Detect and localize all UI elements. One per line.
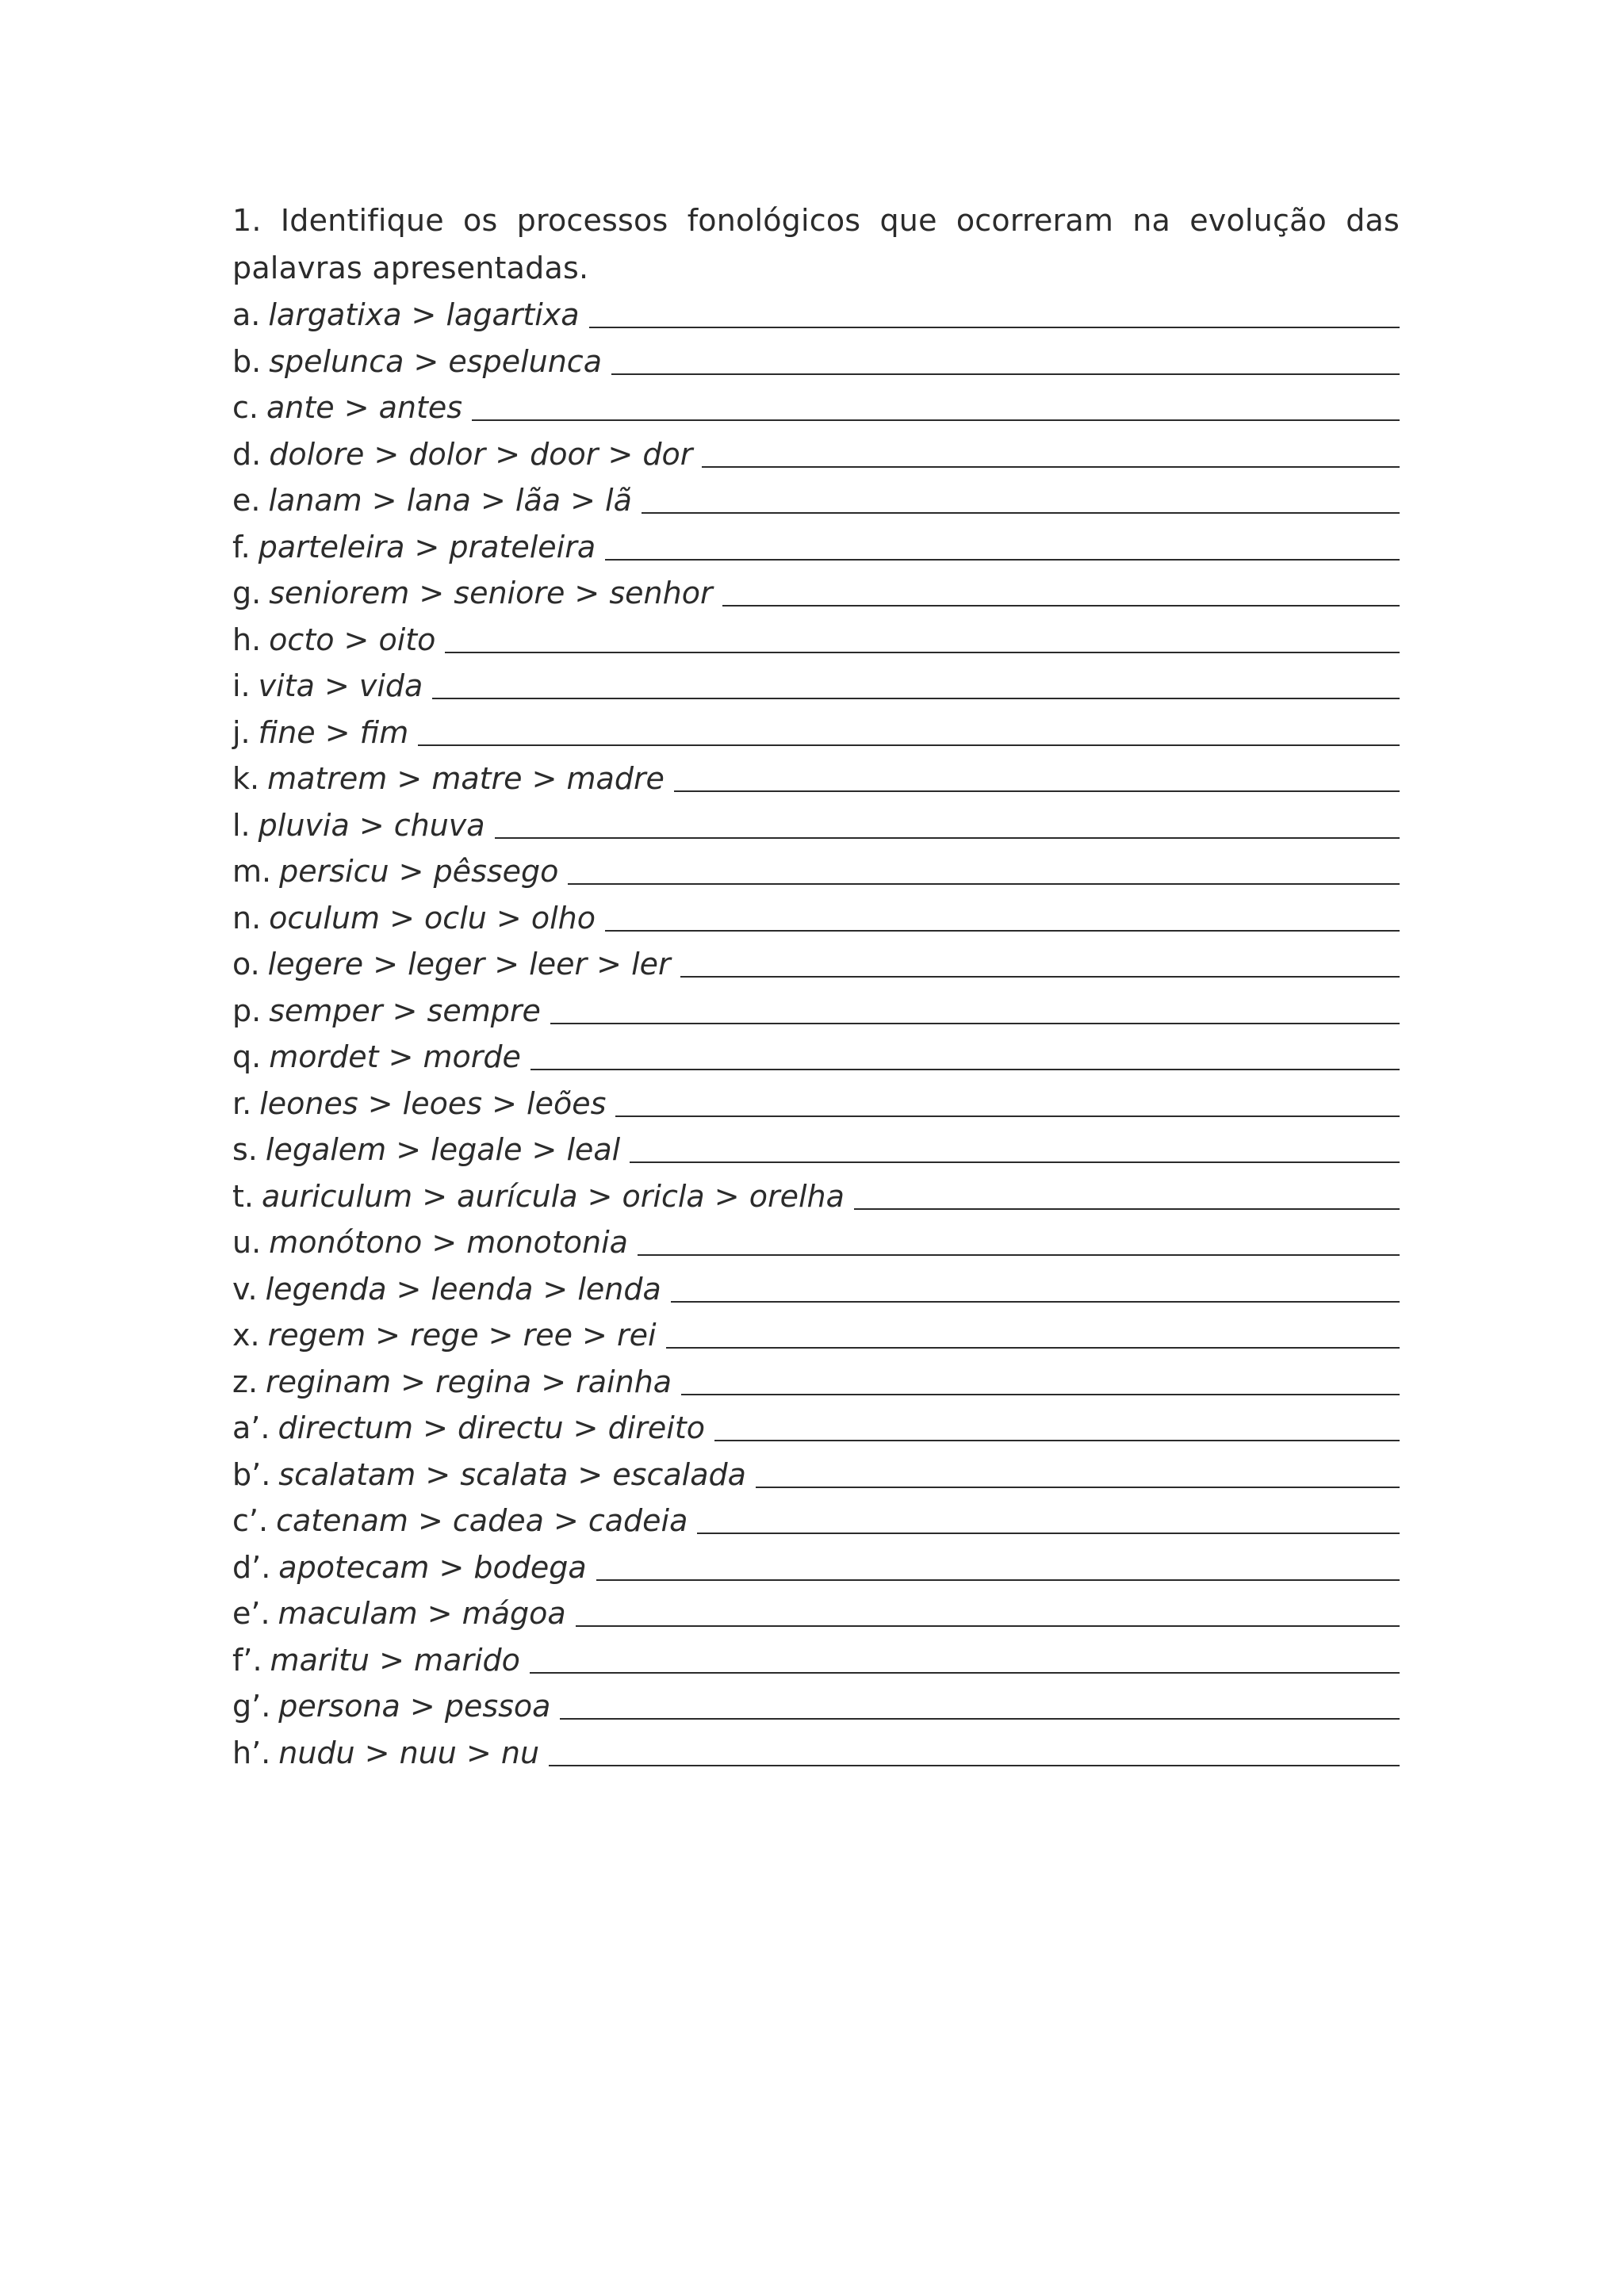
answer-line[interactable]: [714, 1440, 1400, 1441]
answer-line[interactable]: [638, 1254, 1400, 1256]
answer-line[interactable]: [681, 1394, 1400, 1395]
list-item: [232, 1081, 1400, 1127]
item-words: octo > oito: [269, 622, 436, 657]
item-letter: r.: [232, 1085, 252, 1121]
list-item: [232, 848, 1400, 895]
item-letter: c.: [232, 390, 259, 425]
answer-line[interactable]: [674, 790, 1400, 792]
answer-line[interactable]: [630, 1161, 1400, 1163]
answer-line[interactable]: [671, 1301, 1400, 1303]
item-words: maculam > mágoa: [278, 1596, 566, 1631]
item-letter: n.: [232, 900, 262, 936]
answer-line[interactable]: [702, 466, 1400, 468]
answer-line[interactable]: [432, 698, 1400, 699]
item-words: legenda > leenda > lenda: [265, 1271, 661, 1307]
answer-line[interactable]: [560, 1718, 1400, 1720]
list-item: [232, 477, 1400, 524]
list-item: [232, 385, 1400, 431]
item-letter: t.: [232, 1178, 254, 1214]
answer-line[interactable]: [697, 1533, 1400, 1534]
item-words: ante > antes: [266, 390, 463, 425]
answer-line[interactable]: [550, 1023, 1400, 1024]
item-words: apotecam > bodega: [278, 1549, 587, 1585]
item-letter: p.: [232, 993, 262, 1028]
item-letter: a’.: [232, 1410, 270, 1445]
list-item: [232, 1590, 1400, 1637]
item-letter: o.: [232, 947, 260, 982]
answer-line[interactable]: [495, 837, 1400, 839]
answer-line[interactable]: [418, 744, 1400, 746]
item-words: seniorem > seniore > senhor: [269, 576, 713, 610]
list-item: [232, 1219, 1400, 1266]
item-words: scalatam > scalata > escalada: [278, 1456, 746, 1492]
answer-line[interactable]: [596, 1579, 1400, 1581]
item-words: semper > sempre: [269, 993, 541, 1028]
item-letter: b.: [232, 343, 262, 379]
item-letter: g.: [232, 576, 262, 610]
item-words: persicu > pêssego: [279, 854, 559, 889]
item-letter: l.: [232, 807, 251, 843]
item-letter: h’.: [232, 1735, 271, 1770]
item-letter: d’.: [232, 1549, 271, 1585]
answer-line[interactable]: [666, 1347, 1400, 1349]
answer-line[interactable]: [530, 1069, 1400, 1070]
item-letter: g’.: [232, 1689, 271, 1724]
list-item: [232, 570, 1400, 617]
item-letter: m.: [232, 854, 272, 889]
item-words: directum > directu > direito: [278, 1410, 705, 1445]
answer-line[interactable]: [756, 1487, 1400, 1488]
answer-line[interactable]: [472, 419, 1400, 421]
exercise-list: [232, 292, 1400, 1776]
item-words: regem > rege > ree > rei: [267, 1318, 657, 1353]
item-words: lanam > lana > lãa > lã: [268, 483, 632, 518]
list-item: [232, 617, 1400, 664]
item-words: mordet > morde: [269, 1039, 521, 1074]
list-item: [232, 1173, 1400, 1220]
item-words: leones > leoes > leões: [259, 1085, 607, 1121]
list-item: [232, 1405, 1400, 1452]
answer-line[interactable]: [549, 1765, 1400, 1766]
item-letter: q.: [232, 1039, 262, 1074]
answer-line[interactable]: [568, 883, 1400, 885]
item-words: matrem > matre > madre: [267, 761, 665, 796]
item-letter: x.: [232, 1318, 260, 1353]
item-words: parteleira > prateleira: [258, 529, 596, 564]
item-letter: e’.: [232, 1596, 270, 1631]
item-letter: s.: [232, 1132, 258, 1167]
answer-line[interactable]: [854, 1208, 1400, 1210]
item-letter: f.: [232, 529, 251, 564]
list-item: [232, 1637, 1400, 1684]
item-words: dolore > dolor > door > dor: [269, 436, 693, 472]
list-item: [232, 802, 1400, 849]
item-letter: j.: [232, 714, 251, 750]
answer-line[interactable]: [445, 652, 1400, 653]
answer-line[interactable]: [680, 976, 1400, 978]
worksheet: [232, 197, 1400, 1776]
item-letter: u.: [232, 1225, 262, 1260]
item-letter: b’.: [232, 1456, 271, 1492]
list-item: [232, 988, 1400, 1035]
list-item: [232, 941, 1400, 988]
list-item: [232, 339, 1400, 385]
item-letter: k.: [232, 761, 260, 796]
list-item: [232, 1359, 1400, 1406]
item-words: maritu > marido: [270, 1642, 520, 1678]
item-letter: z.: [232, 1364, 259, 1399]
list-item: [232, 1544, 1400, 1591]
item-letter: v.: [232, 1271, 258, 1307]
list-item: [232, 1730, 1400, 1777]
answer-line[interactable]: [642, 512, 1400, 514]
item-words: persona > pessoa: [278, 1689, 551, 1724]
question-text: 1. Identifique os processos fonológicos que ocorreram na evolução das palavras apresentadas.: [232, 203, 1400, 285]
answer-line[interactable]: [530, 1672, 1400, 1674]
item-letter: h.: [232, 622, 262, 657]
item-words: pluvia > chuva: [258, 807, 485, 843]
answer-line[interactable]: [611, 373, 1400, 375]
list-item: [232, 710, 1400, 756]
item-letter: i.: [232, 668, 251, 703]
list-item: [232, 1034, 1400, 1081]
item-letter: a.: [232, 297, 261, 332]
item-words: legalem > legale > leal: [265, 1132, 621, 1167]
item-letter: d.: [232, 436, 262, 472]
answer-line[interactable]: [722, 605, 1400, 607]
list-item: [232, 524, 1400, 571]
item-words: largatixa > lagartixa: [268, 297, 580, 332]
answer-line[interactable]: [605, 930, 1400, 932]
item-words: oculum > oclu > olho: [269, 900, 596, 936]
list-item: [232, 895, 1400, 942]
list-item: [232, 1452, 1400, 1498]
list-item: [232, 1312, 1400, 1359]
list-item: [232, 1127, 1400, 1173]
item-words: fine > fim: [258, 714, 409, 750]
answer-line[interactable]: [615, 1115, 1400, 1117]
list-item: [232, 1683, 1400, 1730]
list-item: [232, 663, 1400, 710]
item-words: vita > vida: [258, 668, 423, 703]
item-words: monótono > monotonia: [269, 1225, 628, 1260]
list-item: [232, 756, 1400, 802]
answer-line[interactable]: [605, 559, 1400, 561]
list-item: [232, 1498, 1400, 1544]
item-words: auriculum > aurícula > oricla > orelha: [261, 1178, 845, 1214]
list-item: [232, 292, 1400, 339]
item-letter: c’.: [232, 1503, 269, 1538]
list-item: [232, 1266, 1400, 1313]
answer-line[interactable]: [576, 1625, 1400, 1627]
item-words: legere > leger > leer > ler: [267, 947, 671, 982]
item-letter: e.: [232, 483, 261, 518]
item-words: spelunca > espelunca: [269, 343, 602, 379]
item-words: nudu > nuu > nu: [278, 1735, 540, 1770]
answer-line[interactable]: [589, 327, 1400, 328]
item-words: catenam > cadea > cadeia: [276, 1503, 688, 1538]
item-letter: f’.: [232, 1642, 262, 1678]
list-item: [232, 431, 1400, 478]
item-words: reginam > regina > rainha: [266, 1364, 672, 1399]
